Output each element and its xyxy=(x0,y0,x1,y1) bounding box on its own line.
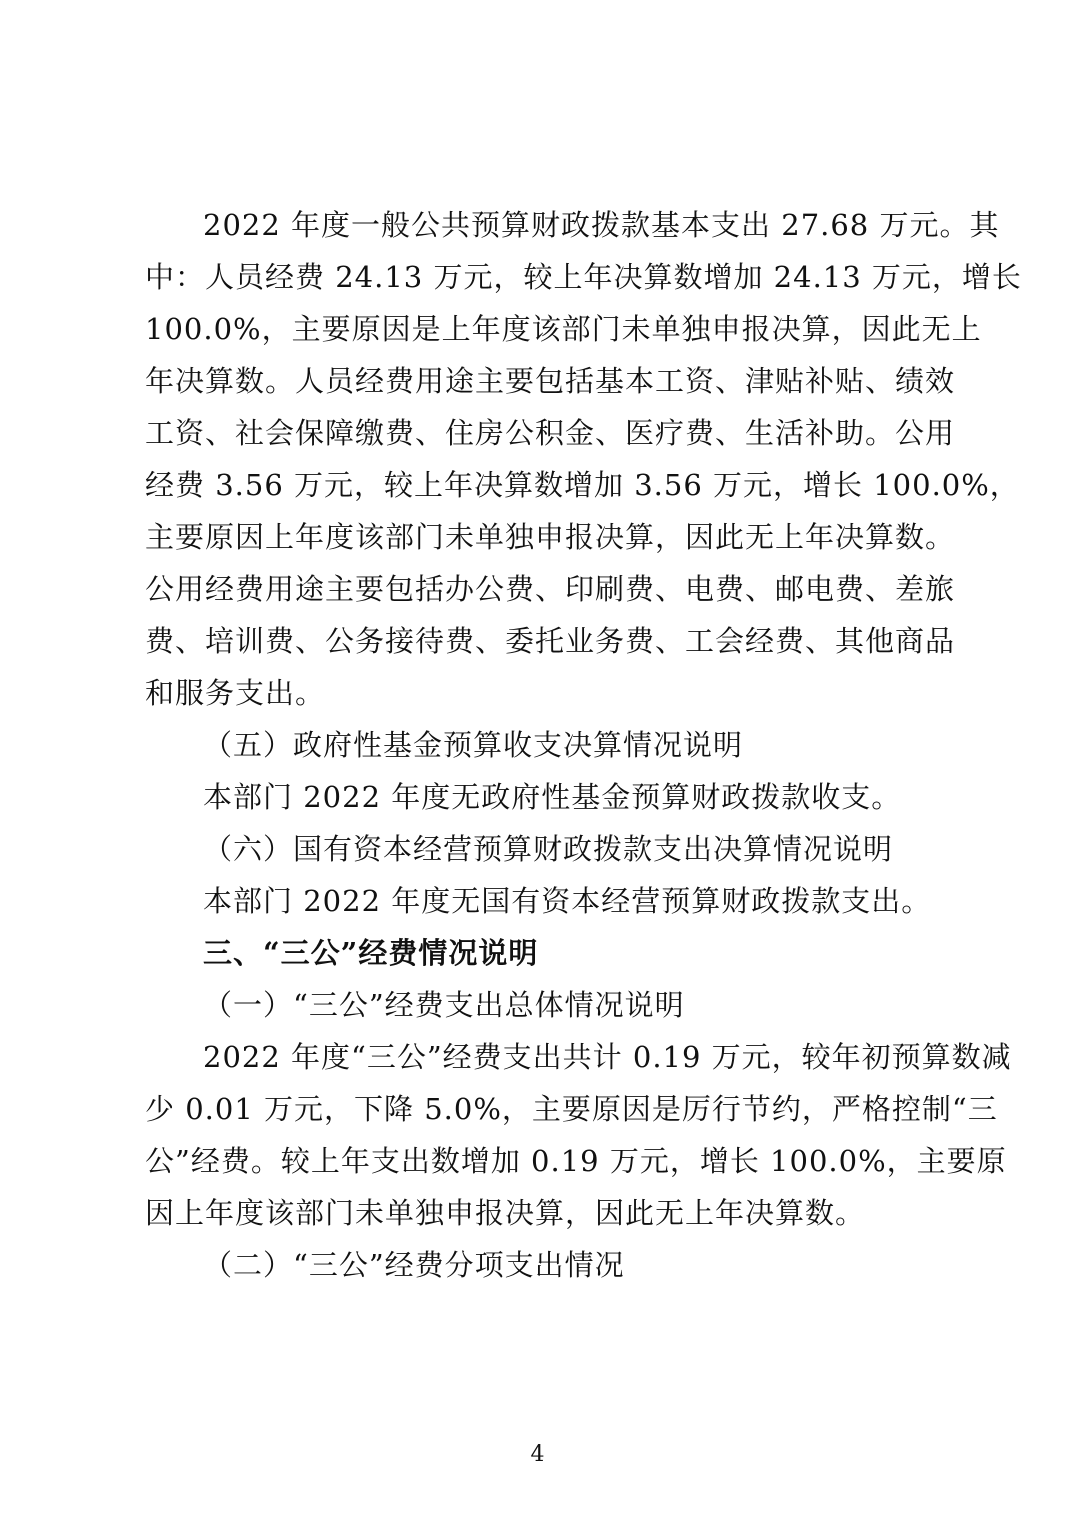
paragraph-line: 主要原因上年度该部门未单独申报决算，因此无上年决算数。 xyxy=(145,520,956,554)
paragraph-line: 费、培训费、公务接待费、委托业务费、工会经费、其他商品 xyxy=(145,624,956,658)
chapter-heading: 三、“三公”经费情况说明 xyxy=(203,936,539,970)
paragraph-line: 中：人员经费 24.13 万元，较上年决算数增加 24.13 万元，增长 xyxy=(145,260,1022,294)
paragraph-line: 公用经费用途主要包括办公费、印刷费、电费、邮电费、差旅 xyxy=(145,572,956,606)
paragraph-line: 和服务支出。 xyxy=(145,676,326,710)
section-heading: （一）“三公”经费支出总体情况说明 xyxy=(203,988,685,1022)
paragraph-line: 工资、社会保障缴费、住房公积金、医疗费、生活补助。公用 xyxy=(145,416,956,450)
section-heading: （五）政府性基金预算收支决算情况说明 xyxy=(203,728,744,762)
paragraph-line: 因上年度该部门未单独申报决算，因此无上年决算数。 xyxy=(145,1196,866,1230)
paragraph-line: 100.0%，主要原因是上年度该部门未单独申报决算，因此无上 xyxy=(145,312,982,346)
paragraph-line: 少 0.01 万元，下降 5.0%，主要原因是厉行节约，严格控制“三 xyxy=(145,1092,998,1126)
paragraph-line: 2022 年度一般公共预算财政拨款基本支出 27.68 万元。其 xyxy=(203,208,1000,242)
paragraph-line: 本部门 2022 年度无政府性基金预算财政拨款收支。 xyxy=(203,780,902,814)
paragraph-line: 年决算数。人员经费用途主要包括基本工资、津贴补贴、绩效 xyxy=(145,364,956,398)
page-number: 4 xyxy=(530,1442,545,1467)
section-heading: （六）国有资本经营预算财政拨款支出决算情况说明 xyxy=(203,832,894,866)
paragraph-line: 公”经费。较上年支出数增加 0.19 万元，增长 100.0%，主要原 xyxy=(145,1144,1007,1178)
paragraph-line: 经费 3.56 万元，较上年决算数增加 3.56 万元，增长 100.0%， xyxy=(145,468,1020,502)
paragraph-line: 本部门 2022 年度无国有资本经营预算财政拨款支出。 xyxy=(203,884,932,918)
section-heading: （二）“三公”经费分项支出情况 xyxy=(203,1248,625,1282)
paragraph-line: 2022 年度“三公”经费支出共计 0.19 万元，较年初预算数减 xyxy=(203,1040,1012,1074)
